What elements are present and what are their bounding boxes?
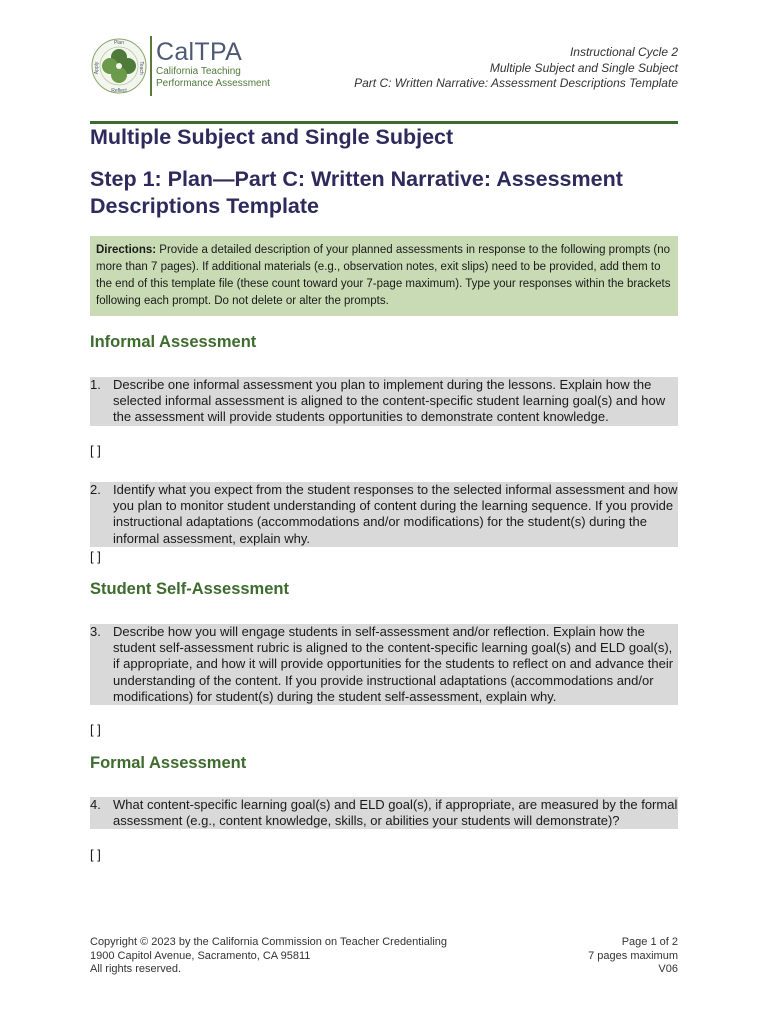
prompt-text: What content-specific learning goal(s) and ELD goal(s), if appropriate, are measured by the formal assessment (e.g., content knowledge, skills, or abilities your students will demonstrate)? xyxy=(113,797,678,829)
footer-rights: All rights reserved. xyxy=(90,963,182,975)
page-header xyxy=(90,34,678,100)
prompt-number: 4. xyxy=(90,797,101,812)
header-cycle: Instructional Cycle 2 xyxy=(569,45,678,59)
prompt-text: Identify what you expect from the student responses to the selected informal assessment and how you plan to monitor student understanding of content during the learning sequence. If you provide instructional adaptations (accommodations and/or modifications) for the student(s) during the informal assessment, explain why. xyxy=(113,482,678,546)
response-field-2[interactable]: [ ] xyxy=(90,549,101,564)
header-subject: Multiple Subject and Single Subject xyxy=(489,60,678,75)
prompt-4 xyxy=(90,797,678,829)
logo-divider xyxy=(150,36,152,96)
footer-page-limit: 7 pages maximum xyxy=(588,949,678,962)
logo-sub-line1: California Teaching xyxy=(156,66,241,77)
header-info xyxy=(354,45,678,92)
prompt-number: 3. xyxy=(90,624,101,639)
footer-copyright: Copyright © 2023 by the California Commission on Teacher Credentialing xyxy=(90,936,448,948)
prompt-number: 2. xyxy=(90,482,101,497)
directions-label: Directions: xyxy=(96,244,157,256)
footer-page-number: Page 1 of 2 xyxy=(621,936,678,948)
header-rule xyxy=(90,121,678,124)
directions-text: Provide a detailed description of your planned assessments in response to the following prompts (no more than 7 pages). If additional materials (e.g., observation notes, exit slips) need to be provided, add them to the end of this template file (these count toward your 7-page maximum). Type your responses within the brackets following each prompt. Do not delete or alter the prompts. xyxy=(96,244,671,307)
seal-word-reflect: Reflect xyxy=(111,88,127,94)
directions-box xyxy=(90,236,678,316)
section-informal-assessment: Informal Assessment xyxy=(90,333,257,351)
caltpa-logo xyxy=(90,34,280,98)
response-field-1[interactable]: [ ] xyxy=(90,443,101,458)
footer-version: V06 xyxy=(658,963,678,975)
caltpa-seal-icon xyxy=(90,34,150,98)
logo-sub-line2: Performance Assessment xyxy=(156,78,270,89)
page-subtitle: Step 1: Plan—Part C: Written Narrative: Assessment Descriptions Template xyxy=(90,167,623,218)
prompt-1 xyxy=(90,377,678,426)
response-field-3[interactable]: [ ] xyxy=(90,722,101,737)
prompt-3 xyxy=(90,624,678,705)
seal-word-apply: Apply xyxy=(94,61,100,75)
section-student-self-assessment: Student Self-Assessment xyxy=(90,580,289,598)
section-formal-assessment: Formal Assessment xyxy=(90,754,247,772)
response-field-4[interactable]: [ ] xyxy=(90,847,101,862)
seal-word-plan: Plan xyxy=(113,40,125,46)
prompt-text: Describe one informal assessment you plan to implement during the lessons. Explain how the selected informal assessment is aligned to the content-specific student learning goal(s) and how the assessment will provide students opportunities to demonstrate content knowledge. xyxy=(113,377,666,425)
prompt-text: Describe how you will engage students in self-assessment and/or reflection. Explain how the student self-assessment rubric is aligned to the content-specific learning goal(s) and ELD goal(s), if appropriate, and how it will provide opportunities for the students to reflect on and advance their understanding of the content. If you provide instructional adaptations (accommodations and/or modifications) for student(s) during the student self-assessment, explain why. xyxy=(113,624,674,704)
seal-word-teach: Teach xyxy=(138,61,144,75)
page-title: Multiple Subject and Single Subject xyxy=(90,125,454,149)
logo-name: CalTPA xyxy=(156,38,243,66)
footer-address: 1900 Capitol Avenue, Sacramento, CA 95811 xyxy=(90,949,311,962)
header-part: Part C: Written Narrative: Assessment Descriptions Template xyxy=(354,76,678,90)
prompt-2 xyxy=(90,482,678,547)
prompt-number: 1. xyxy=(90,377,101,392)
